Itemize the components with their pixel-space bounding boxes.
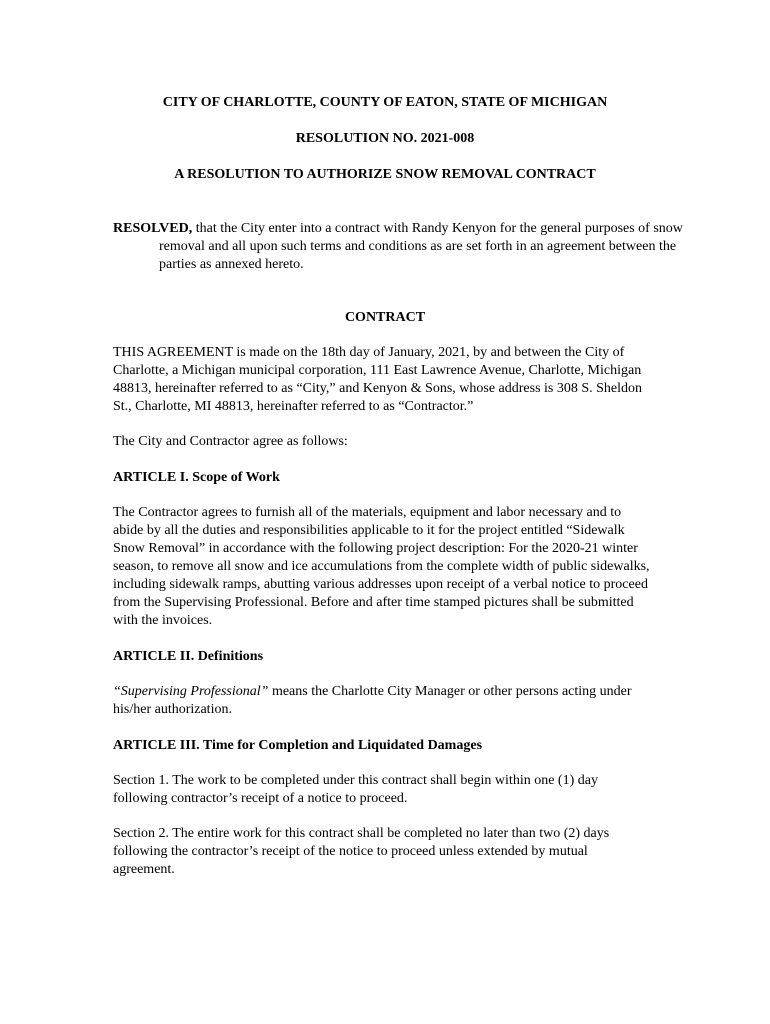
resolved-label: RESOLVED, <box>113 221 193 236</box>
defined-term: “Supervising Professional” <box>113 684 269 699</box>
article-1-heading: ARTICLE I. Scope of Work <box>113 470 280 485</box>
resolved-paragraph <box>113 220 699 274</box>
agreement-intro: THIS AGREEMENT is made on the 18th day of January, 2021, by and between the City of Charlotte, a Michigan municipal corporation, 111 East Lawrence Avenue, Charlotte, Michigan 48813, hereinafter referred to as “City,” and Kenyon & Sons, whose address is 308 S. Sheldon St., Charlotte, MI 48813, hereinafter referred to as “Contractor.” <box>113 345 643 414</box>
article-1-body: The Contractor agrees to furnish all of the materials, equipment and labor necessary and to abide by all the duties and responsibilities applicable to it for the project entitled “Sidewalk Snow Removal” in accordance with the following project description: For the 2020-21 winter season, to remove all snow and ice accumulations from the complete width of public sidewalks, including sidewalk ramps, abutting various addresses upon receipt of a verbal notice to proceed from the Supervising Professional. Before and after time stamped pictures shall be submitted with the invoices. <box>113 505 650 628</box>
header-city-county-state: CITY OF CHARLOTTE, COUNTY OF EATON, STATE OF MICHIGAN <box>162 95 608 110</box>
resolution-number: RESOLUTION NO. 2021-008 <box>295 131 475 146</box>
article-3-heading: ARTICLE III. Time for Completion and Liquidated Damages <box>113 738 483 753</box>
contract-title: CONTRACT <box>344 310 426 325</box>
article-2-heading: ARTICLE II. Definitions <box>113 649 264 664</box>
term-definition: means the Charlotte City Manager or other persons acting under his/her authorization. <box>113 684 632 717</box>
agree-statement: The City and Contractor agree as follows: <box>113 434 348 449</box>
resolved-text: that the City enter into a contract with Randy Kenyon for the general purposes of snow removal and all upon such terms and conditions as are set forth in an agreement between the parties as annexed hereto. <box>159 221 683 272</box>
article-3-section-1: Section 1. The work to be completed under this contract shall begin within one (1) day following contractor’s receipt of a notice to proceed. <box>113 773 598 806</box>
article-3-section-2: Section 2. The entire work for this contract shall be completed no later than two (2) days following the contractor’s receipt of the notice to proceed unless extended by mutual agreement. <box>113 826 610 877</box>
resolution-title: A RESOLUTION TO AUTHORIZE SNOW REMOVAL CONTRACT <box>174 167 596 182</box>
article-2-body <box>113 683 653 719</box>
